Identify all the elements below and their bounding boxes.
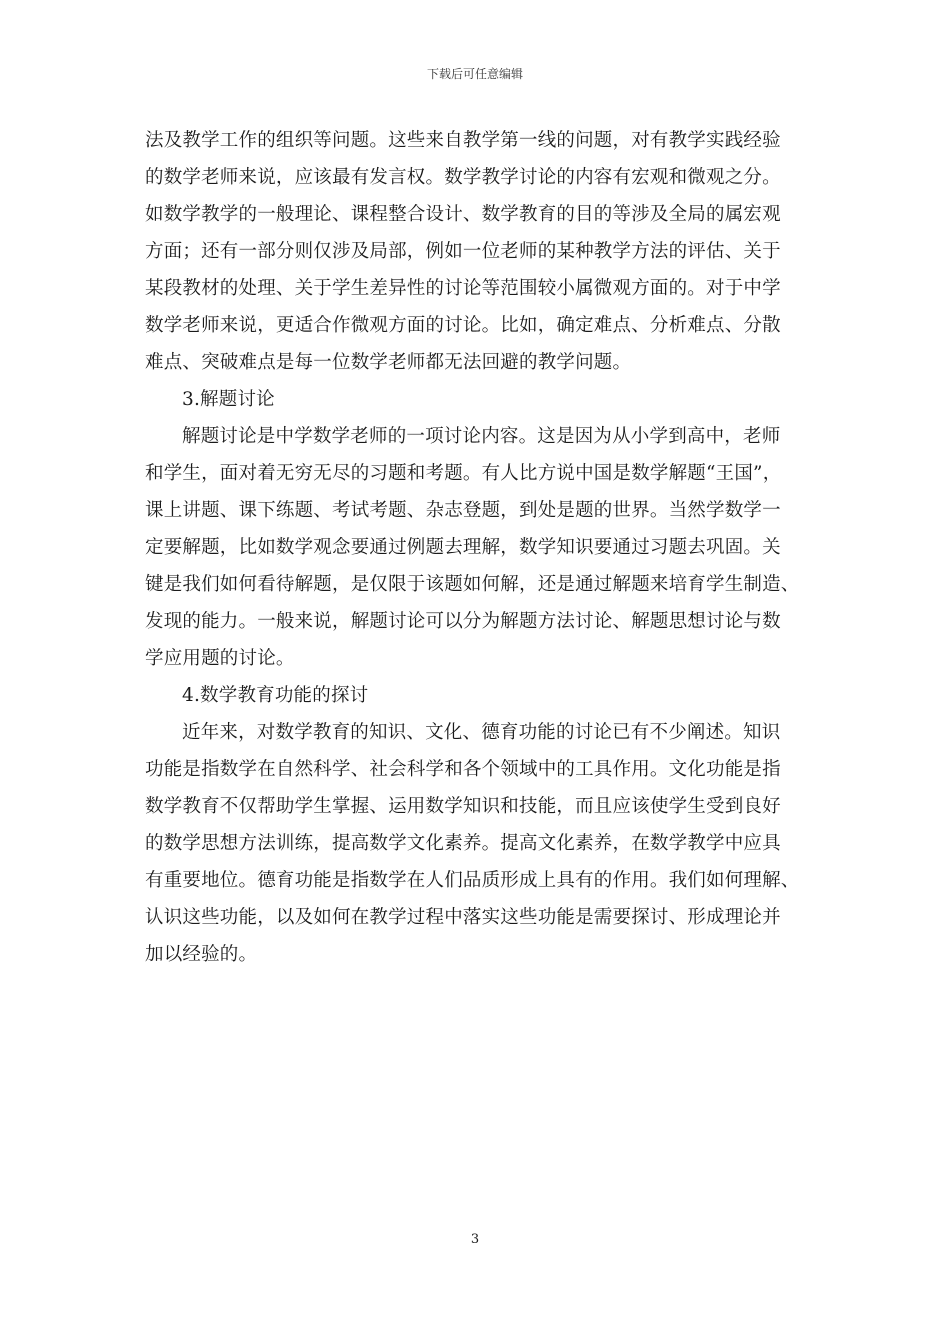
text-line: 和学生，面对着无穷无尽的习题和考题。有人比方说中国是数学解题“王国”， [145,463,782,484]
text-line: 如数学教学的一般理论、课程整合设计、数学教育的目的等涉及全局的属宏观 [145,204,781,225]
text-line: 某段教材的处理、关于学生差异性的讨论等范围较小属微观方面的。对于中学 [145,278,781,299]
text-line: 的数学老师来说，应该最有发言权。数学教学讨论的内容有宏观和微观之分。 [145,167,781,188]
text-line: 近年来，对数学教育的知识、文化、德育功能的讨论已有不少阐述。知识 [182,722,781,743]
text-line: 的数学思想方法训练，提高数学文化素养。提高文化素养，在数学教学中应具 [145,833,781,854]
section-heading-solving-discussion: 3.解题讨论 [182,389,275,410]
text-line: 法及教学工作的组织等问题。这些来自教学第一线的问题，对有教学实践经验 [145,130,781,151]
page-number: 3 [470,1232,480,1247]
text-line: 解题讨论是中学数学老师的一项讨论内容。这是因为从小学到高中，老师 [182,426,781,447]
text-line: 认识这些功能，以及如何在教学过程中落实这些功能是需要探讨、形成理论并 [145,907,781,928]
text-line: 方面；还有一部分则仅涉及局部，例如一位老师的某种教学方法的评估、关于 [145,241,781,262]
text-line: 定要解题，比如数学观念要通过例题去理解，数学知识要通过习题去巩固。关 [145,537,781,558]
document-body [145,122,811,973]
text-line: 发现的能力。一般来说，解题讨论可以分为解题方法讨论、解题思想讨论与数 [145,611,781,632]
text-line: 难点、突破难点是每一位数学老师都无法回避的教学问题。 [145,352,632,373]
text-line: 功能是指数学在自然科学、社会科学和各个领域中的工具作用。文化功能是指 [145,759,781,780]
section-heading-education-function: 4.数学教育功能的探讨 [182,685,369,706]
text-line: 有重要地位。德育功能是指数学在人们品质形成上具有的作用。我们如何理解、 [145,870,800,891]
page-header: 下载后可任意编辑 [426,67,523,81]
text-line: 课上讲题、课下练题、考试考题、杂志登题，到处是题的世界。当然学数学一 [145,500,781,521]
text-line: 学应用题的讨论。 [145,648,295,669]
text-line: 数学老师来说，更适合作微观方面的讨论。比如，确定难点、分析难点、分散 [145,315,781,336]
text-line: 加以经验的。 [145,944,258,965]
text-line: 键是我们如何看待解题，是仅限于该题如何解，还是通过解题来培育学生制造、 [145,574,800,595]
text-line: 数学教育不仅帮助学生掌握、运用数学知识和技能，而且应该使学生受到良好 [145,796,781,817]
